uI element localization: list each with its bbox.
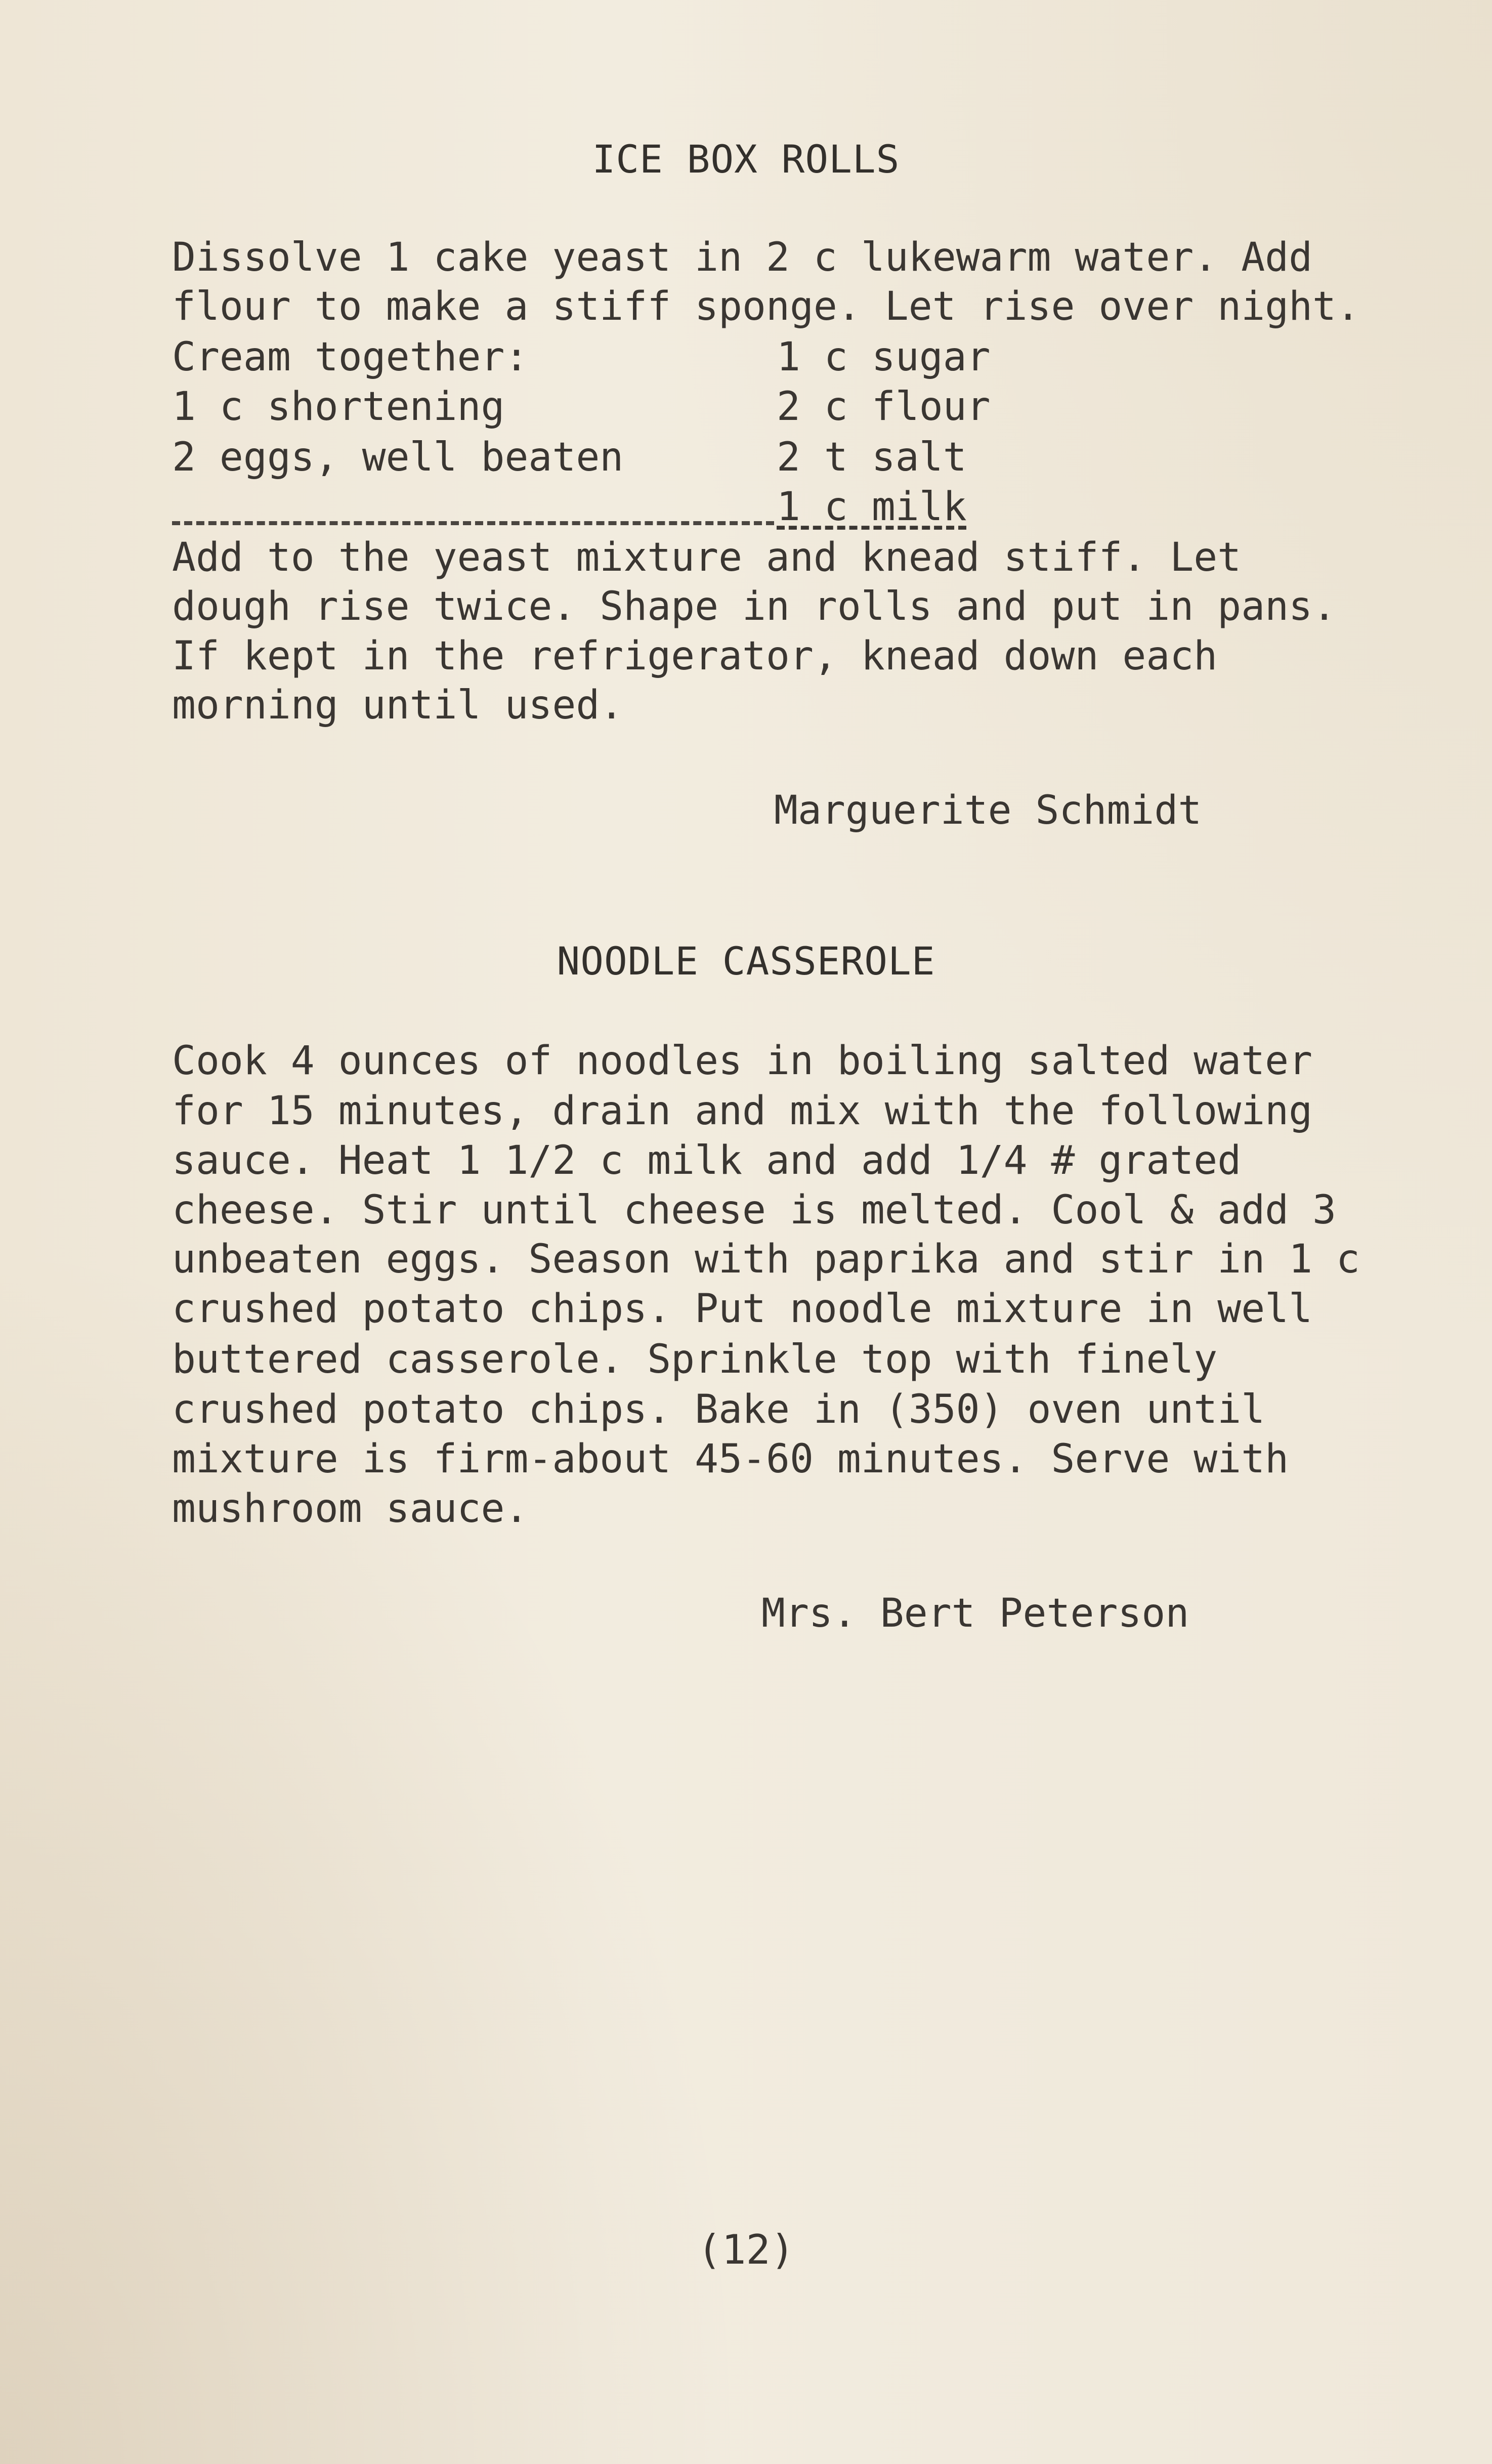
recipe-text-line: crushed potato chips. Put noodle mixture in well bbox=[172, 1286, 1313, 1332]
recipe-text-line: cheese. Stir until cheese is melted. Cool & add 3 bbox=[172, 1187, 1337, 1233]
page-number: (12) bbox=[697, 2226, 795, 2273]
ingredient-right: 1 c milk bbox=[777, 484, 967, 530]
recipe-author: Marguerite Schmidt bbox=[774, 788, 1202, 833]
recipe-text-line: sauce. Heat 1 1/2 c milk and add 1/4 # grated bbox=[172, 1138, 1242, 1183]
recipe-text-line: Dissolve 1 cake yeast in 2 c lukewarm water. Add bbox=[172, 235, 1313, 280]
ingredient-right: 2 c flour bbox=[777, 384, 991, 430]
recipe-text-line: buttered casserole. Sprinkle top with finely bbox=[172, 1337, 1218, 1382]
ingredient-right: 1 c sugar bbox=[777, 334, 991, 380]
ingredient-right: 2 t salt bbox=[777, 435, 967, 480]
recipe-title-ice-box-rolls: ICE BOX ROLLS bbox=[592, 137, 900, 182]
dashed-divider bbox=[172, 521, 774, 525]
recipe-text-line: flour to make a stiff sponge. Let rise over night. bbox=[172, 284, 1360, 329]
recipe-text-line: mixture is firm-about 45-60 minutes. Serve with bbox=[172, 1436, 1289, 1482]
recipe-text-line: If kept in the refrigerator, knead down each bbox=[172, 633, 1218, 679]
ingredient-left: 1 c shortening bbox=[172, 384, 505, 430]
recipe-title-noodle-casserole: NOODLE CASSEROLE bbox=[557, 939, 935, 984]
recipe-text-line: morning until used. bbox=[172, 683, 624, 728]
recipe-text-line: for 15 minutes, drain and mix with the following bbox=[172, 1088, 1313, 1134]
recipe-text-line: mushroom sauce. bbox=[172, 1486, 529, 1532]
recipe-text-line: Cook 4 ounces of noodles in boiling salted water bbox=[172, 1038, 1313, 1084]
ingredient-left: 2 eggs, well beaten bbox=[172, 435, 624, 480]
recipe-author: Mrs. Bert Peterson bbox=[761, 1591, 1189, 1636]
recipe-text-line: Add to the yeast mixture and knead stiff. Let bbox=[172, 535, 1242, 580]
recipe-text-line: crushed potato chips. Bake in (350) oven until bbox=[172, 1387, 1265, 1432]
recipe-text-line: dough rise twice. Shape in rolls and put in pans. bbox=[172, 584, 1337, 629]
ingredient-left: Cream together: bbox=[172, 334, 529, 380]
recipe-text-line: unbeaten eggs. Season with paprika and stir in 1 c bbox=[172, 1237, 1360, 1282]
